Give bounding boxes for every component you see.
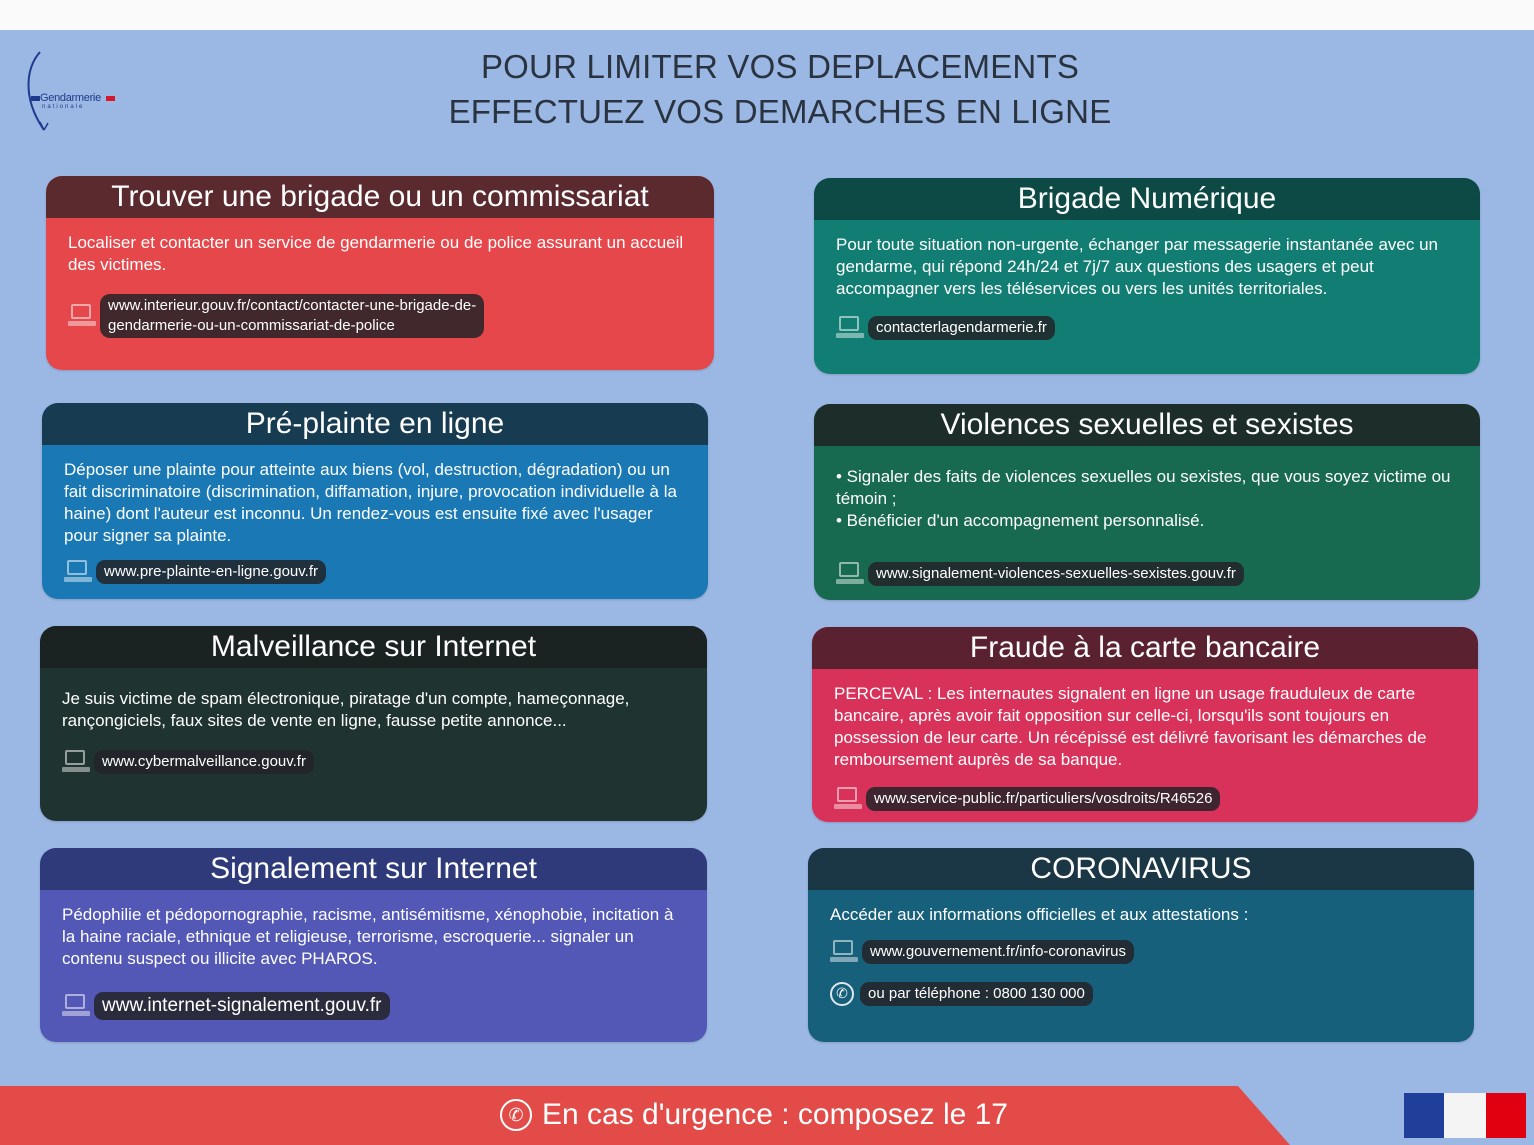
card-signalement (40, 848, 707, 1042)
card-text: Pour toute situation non-urgente, échanger par messagerie instantanée avec un gendarme, qui répond 24h/24 et 7j/7 aux questions des usagers et peut accompagner vers les téléservices ou vers les unités territoriales. (836, 235, 1439, 298)
link-pill[interactable]: www.interieur.gouv.fr/contact/contacter-une-brigade-de- gendarmerie-ou-un-commissariat-de-police (100, 294, 484, 338)
link-pill[interactable]: www.pre-plainte-en-ligne.gouv.fr (96, 560, 326, 584)
card-title: Pré-plainte en ligne (42, 403, 708, 445)
logo-text: Gendarmerie nationale (40, 92, 101, 110)
phone-row (830, 982, 1093, 1006)
card-text: Déposer une plainte pour atteinte aux biens (vol, destruction, dégradation) ou un fait discriminatoire (discrimination, diffamation, injure, provocation individuelle à la haine) dont l'auteur est inconnu. Un rendez-vous est ensuite fixé avec l'usager pour signer sa plainte. (64, 460, 677, 545)
link-pill[interactable]: www.internet-signalement.gouv.fr (94, 992, 390, 1020)
computer-icon (62, 750, 90, 774)
headline-line-1: POUR LIMITER VOS DEPLACEMENTS (480, 48, 1080, 85)
computer-icon (62, 994, 90, 1018)
computer-icon (64, 560, 92, 584)
card-title: CORONAVIRUS (808, 848, 1474, 890)
computer-icon (834, 787, 862, 811)
urgence-message (500, 1098, 1008, 1132)
card-text: Localiser et contacter un service de gendarmerie ou de police assurant un accueil des victimes. (68, 233, 684, 274)
phone-pill[interactable]: ou par téléphone : 0800 130 000 (860, 982, 1093, 1006)
link-row (834, 787, 1220, 811)
card-violences-sexuelles (814, 404, 1480, 600)
link-row (836, 562, 1244, 586)
card-title: Violences sexuelles et sexistes (814, 404, 1480, 446)
link-pill[interactable]: www.service-public.fr/particuliers/vosdroits/R46526 (866, 787, 1220, 811)
card-title: Trouver une brigade ou un commissariat (46, 176, 714, 218)
phone-icon: ✆ (500, 1099, 532, 1131)
link-pill[interactable]: contacterlagendarmerie.fr (868, 316, 1055, 340)
computer-icon (836, 316, 864, 340)
computer-icon (836, 562, 864, 586)
card-title: Malveillance sur Internet (40, 626, 707, 668)
card-bullet: • Bénéficier d'un accompagnement personnalisé. (836, 511, 1205, 530)
link-pill[interactable]: www.cybermalveillance.gouv.fr (94, 750, 314, 774)
computer-icon (830, 940, 858, 964)
card-malveillance (40, 626, 707, 821)
link-row (62, 750, 314, 774)
card-brigade-numerique (814, 178, 1480, 374)
card-pre-plainte (42, 403, 708, 599)
card-title: Signalement sur Internet (40, 848, 707, 890)
link-row (62, 992, 390, 1020)
card-text: Je suis victime de spam électronique, piratage d'un compte, hameçonnage, rançongiciels, faux sites de vente en ligne, fausse petite annonce... (62, 689, 630, 730)
link-row (836, 316, 1055, 340)
computer-icon (68, 304, 96, 328)
headline-line-2: EFFECTUEZ VOS DEMARCHES EN LIGNE (448, 93, 1112, 130)
republique-francaise-flag-logo (1404, 1093, 1526, 1138)
logo-blue-bar (31, 96, 40, 101)
page-headline (280, 44, 1280, 134)
card-title: Fraude à la carte bancaire (812, 627, 1478, 669)
link-pill[interactable]: www.signalement-violences-sexuelles-sexistes.gouv.fr (868, 562, 1244, 586)
card-fraude-carte (812, 627, 1478, 822)
phone-icon: ✆ (830, 982, 854, 1006)
card-title: Brigade Numérique (814, 178, 1480, 220)
card-text: Pédophilie et pédopornographie, racisme, antisémitisme, xénophobie, incitation à la haine raciale, ethnique et religieuse, terrorisme, escroquerie... signaler un contenu suspect ou illicite avec PHAROS. (62, 905, 674, 968)
card-bullet: • Signaler des faits de violences sexuelles ou sexistes, que vous soyez victime ou témoin ; (836, 467, 1451, 508)
link-pill[interactable]: www.gouvernement.fr/info-coronavirus (862, 940, 1134, 964)
card-coronavirus (808, 848, 1474, 1042)
link-row (830, 940, 1134, 964)
card-text: PERCEVAL : Les internautes signalent en ligne un usage frauduleux de carte bancaire, après avoir fait opposition sur celle-ci, lorsqu'ils sont toujours en possession de leur carte. Un récépissé est délivré favorisant les démarches de remboursement auprès de sa banque. (834, 684, 1427, 769)
link-row (68, 294, 484, 338)
logo-red-bar (106, 96, 115, 101)
card-brigade (46, 176, 714, 370)
card-text: Accéder aux informations officielles et aux attestations : (830, 905, 1249, 924)
link-row (64, 560, 326, 584)
urgence-text: En cas d'urgence : composez le 17 (542, 1098, 1008, 1131)
